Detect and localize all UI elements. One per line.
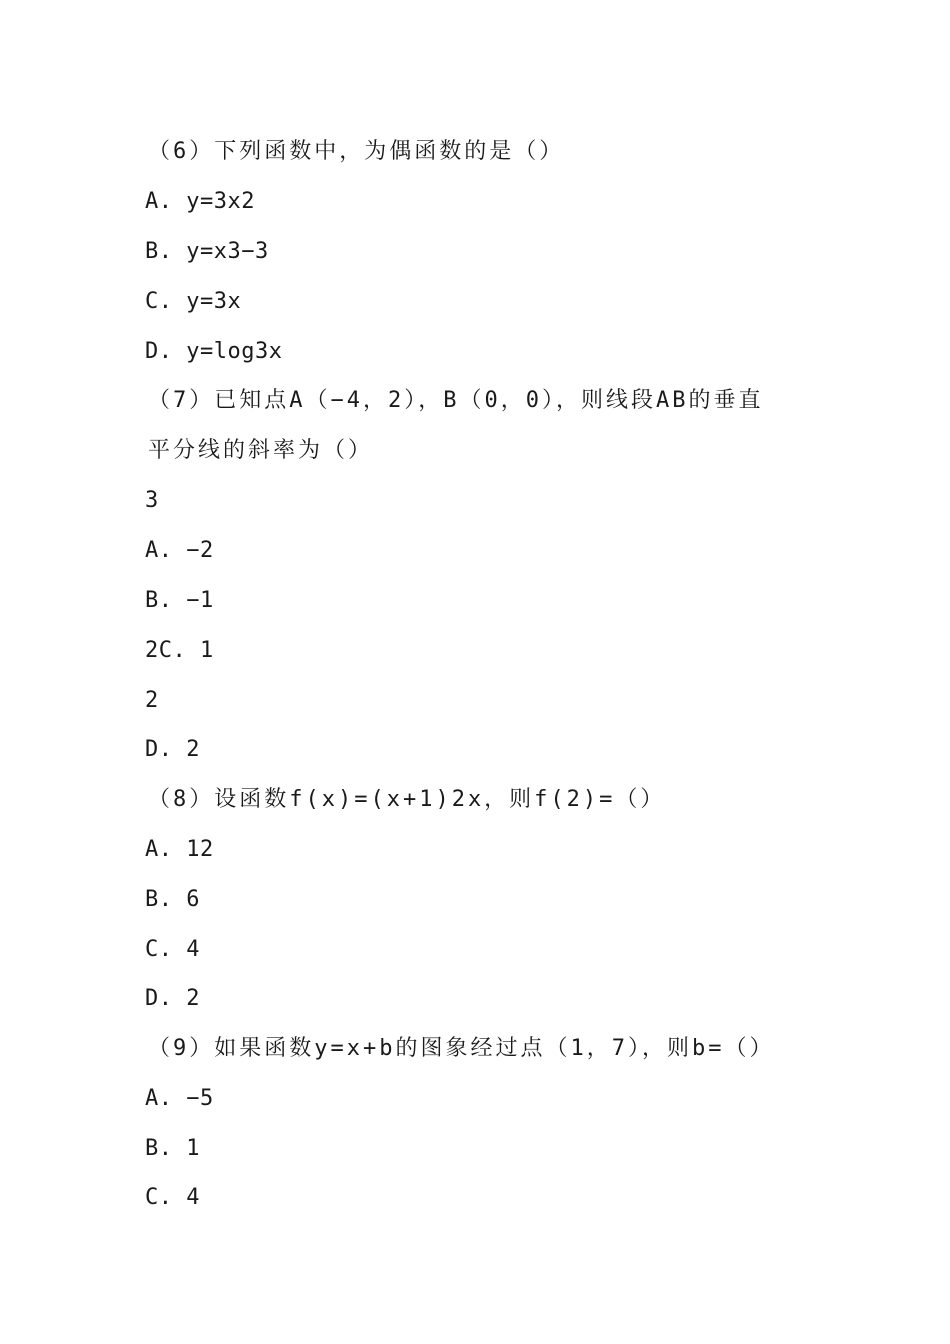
question-6-option-c: C. y=3x xyxy=(145,289,242,314)
question-6-option-b: B. y=x3−3 xyxy=(145,239,269,264)
question-7-option-a: A. −2 xyxy=(145,538,214,563)
question-8-stem: （8）设函数f(x)=(x+1)2x，则f(2)=（） xyxy=(148,787,666,812)
question-8-option-d: D. 2 xyxy=(145,986,200,1011)
question-7-option-d: D. 2 xyxy=(145,737,200,762)
question-6-stem: （6）下列函数中，为偶函数的是（） xyxy=(148,139,565,164)
question-6-option-a: A. y=3x2 xyxy=(145,189,255,214)
question-7-fragment-2: 2 xyxy=(145,688,159,713)
question-9-option-a: A. −5 xyxy=(145,1086,214,1111)
question-6-option-d: D. y=log3x xyxy=(145,339,283,364)
question-7-option-b: B. −1 xyxy=(145,588,214,613)
question-7-stem-line-1: （7）已知点A（−4，2），B（0，0），则线段AB的垂直 xyxy=(148,388,764,413)
question-7-fragment: 3 xyxy=(145,488,159,513)
question-8-option-c: C. 4 xyxy=(145,937,200,962)
question-8-option-b: B. 6 xyxy=(145,887,200,912)
question-9-option-b: B. 1 xyxy=(145,1136,200,1161)
question-7-stem-line-2: 平分线的斜率为（） xyxy=(148,438,374,463)
question-9-option-c: C. 4 xyxy=(145,1185,200,1210)
question-7-option-c: 2C. 1 xyxy=(145,638,214,663)
question-9-stem: （9）如果函数y=x+b的图象经过点（1，7），则b=（） xyxy=(148,1036,775,1061)
question-8-option-a: A. 12 xyxy=(145,837,214,862)
